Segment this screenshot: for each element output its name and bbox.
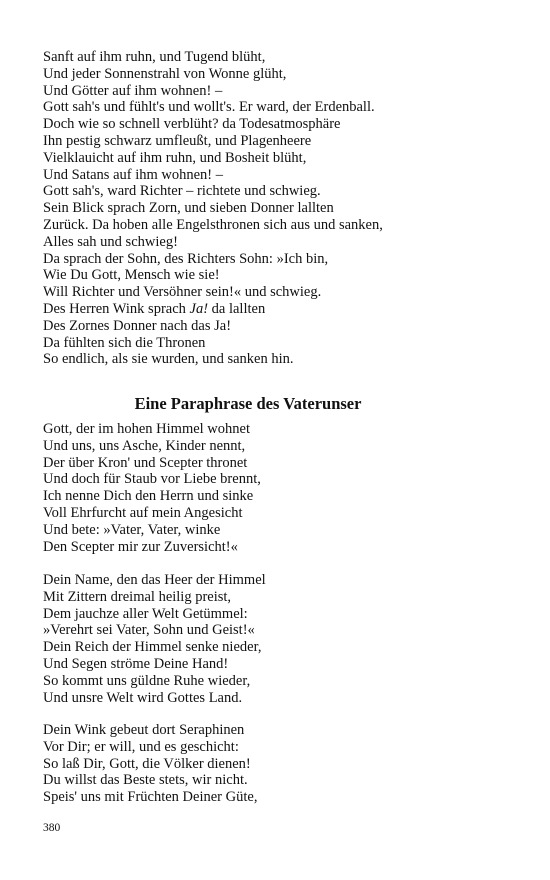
wink-line-before: Des Herren Wink sprach [43,300,190,317]
poem-line: Will Richter und Versöhner sein!« und schwieg. [43,284,322,301]
poem-line: Und Götter auf ihm wohnen! – [43,82,223,99]
stanza-line: Mit Zittern dreimal heilig preist, [43,588,232,605]
section-heading: Eine Paraphrase des Vaterunser [134,394,362,413]
stanza-line: Dein Wink gebeut dort Seraphinen [43,722,245,738]
stanza-line: Den Scepter mir zur Zuversicht!« [43,538,238,555]
poem-line: Des Zornes Donner nach das Ja! [43,317,232,334]
poem-continuation [43,49,513,368]
poem-line: Vielklauicht auf ihm ruhn, und Bosheit blüht, [43,149,307,166]
wink-line-emphasis: Ja! [189,300,209,317]
stanza-line: So kommt uns güldne Ruhe wieder, [43,672,251,689]
stanza-2 [43,572,513,706]
stanza-line: »Verehrt sei Vater, Sohn und Geist!« [43,622,255,639]
poem-line: Zurück. Da hoben alle Engelsthronen sich aus und sanken, [43,216,383,233]
poem-line: Da fühlten sich die Thronen [43,334,206,351]
poem-line: Da sprach der Sohn, des Richters Sohn: »Ich bin, [43,250,329,267]
poem-line: Sanft auf ihm ruhn, und Tugend blüht, [43,49,266,65]
poem-line-wink [43,301,513,318]
stanza-line: Dein Reich der Himmel senke nieder, [43,639,262,656]
poem-line: Und jeder Sonnenstrahl von Wonne glüht, [43,65,287,82]
stanza-line: Du willst das Beste stets, wir nicht. [43,772,248,789]
stanza-line: Gott, der im hohen Himmel wohnet [43,421,250,437]
stanza-line: Und bete: »Vater, Vater, winke [43,521,221,538]
stanza-line: Voll Ehrfurcht auf mein Angesicht [43,504,243,521]
poem-line: Sein Blick sprach Zorn, und sieben Donner lallten [43,200,334,217]
stanza-3 [43,722,513,806]
stanza-line: Vor Dir; er will, und es geschicht: [43,738,239,755]
poem-line: So endlich, als sie wurden, und sanken hin. [43,351,294,368]
stanza-line: Dem jauchze aller Welt Getümmel: [43,605,248,622]
stanza-line: Der über Kron' und Scepter thronet [43,454,248,471]
stanza-line: Und doch für Staub vor Liebe brennt, [43,471,261,488]
page-number: 380 [43,822,61,834]
poem-line: Ihn pestig schwarz umfleußt, und Plagenheere [43,132,312,149]
stanza-line: Ich nenne Dich den Herrn und sinke [43,488,254,505]
poem-line: Gott sah's, ward Richter – richtete und schwieg. [43,183,321,200]
stanza-line: So laß Dir, Gott, die Völker dienen! [43,755,251,772]
poem-line: Und Satans auf ihm wohnen! – [43,166,224,183]
stanza-line: Dein Name, den das Heer der Himmel [43,572,266,588]
stanza-line: Speis' uns mit Früchten Deiner Güte, [43,789,258,806]
poem-line: Wie Du Gott, Mensch wie sie! [43,267,220,284]
poem-line: Alles sah und schwieg! [43,233,178,250]
stanza-line: Und uns, uns Asche, Kinder nennt, [43,437,246,454]
poem-line: Gott sah's und fühlt's und wollt's. Er ward, der Erdenball. [43,99,375,116]
stanza-line: Und unsre Welt wird Gottes Land. [43,689,243,706]
poem-line: Doch wie so schnell verblüht? da Todesatmosphäre [43,116,341,133]
stanza-1 [43,421,513,555]
stanza-line: Und Segen ströme Deine Hand! [43,655,229,672]
wink-line-after: da lallten [208,300,266,317]
